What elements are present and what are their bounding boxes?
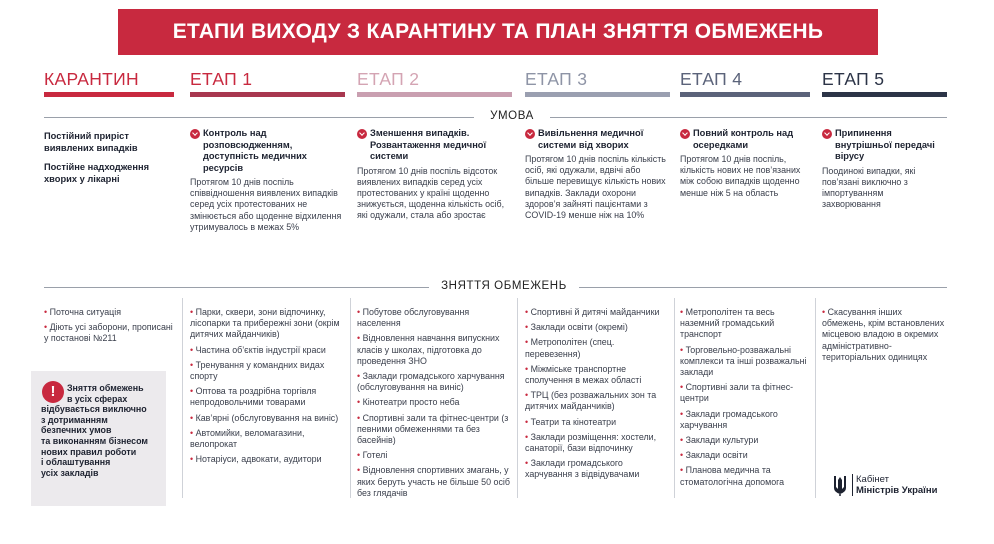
org-name-line2: Міністрів України <box>856 485 938 496</box>
bullet-icon: • <box>525 307 531 317</box>
warning-line: Зняття обмежень <box>67 383 144 393</box>
bullet-icon: • <box>357 397 363 408</box>
restriction-item <box>44 307 176 318</box>
restriction-item <box>44 322 176 344</box>
bullet-icon: • <box>680 382 686 393</box>
bullet-icon: • <box>525 458 531 469</box>
bullet-icon: • <box>190 427 196 438</box>
column-divider <box>350 298 351 498</box>
stage-header-1: ЕТАП 1 <box>190 69 253 89</box>
stage-bar-1 <box>190 92 345 97</box>
condition-quarantine <box>44 131 178 185</box>
lifting-stage-3 <box>525 307 671 485</box>
restriction-text: Заклади культури <box>685 435 759 446</box>
bullet-icon: • <box>525 363 531 374</box>
restriction-text: Діють усі заборони, прописані у постанові №211 <box>44 322 173 344</box>
restriction-item <box>680 382 812 404</box>
warning-line: і облаштування <box>41 457 111 468</box>
bullet-icon: • <box>680 408 686 419</box>
bullet-icon: • <box>190 359 196 370</box>
restriction-item <box>357 397 513 408</box>
bullet-icon: • <box>680 307 686 317</box>
bullet-icon: • <box>680 344 686 355</box>
restriction-item <box>190 386 346 408</box>
chevron-down-icon <box>680 129 690 139</box>
column-divider <box>517 298 518 498</box>
restriction-item <box>190 454 346 465</box>
divider-line <box>44 117 474 118</box>
bullet-icon: • <box>525 337 531 348</box>
restriction-item <box>190 428 346 450</box>
warning-line: в усіх сферах <box>67 393 128 404</box>
restriction-item <box>525 307 671 318</box>
condition-item: Постійне надходження хворих у лікарні <box>44 162 150 184</box>
condition-text: Протягом 10 днів поспіль кількість осіб, які одужали, вдвічі або більше перевищує кількість нових випадків. Заклади охорони здоров’я зайняті пацієнтами з COVID-19 менше ніж на 10% <box>525 154 666 221</box>
restriction-item <box>190 307 346 341</box>
chevron-down-icon <box>525 129 535 139</box>
lifting-label: ЗНЯТТЯ ОБМЕЖЕНЬ <box>441 280 567 292</box>
warning-line: усіх закладів <box>41 467 99 478</box>
bullet-icon: • <box>680 465 686 476</box>
bullet-icon: • <box>190 412 196 423</box>
bullet-icon: • <box>190 386 196 397</box>
restriction-item <box>357 450 513 461</box>
restriction-item <box>357 333 513 367</box>
condition-stage-5 <box>822 128 944 210</box>
restriction-text: Відновлення навчання випускних класів у школах, підготовка до проведення ЗНО <box>357 333 500 366</box>
restriction-text: Нотаріуси, адвокати, аудитори <box>195 454 322 465</box>
stage-header-quarantine: КАРАНТИН <box>44 69 139 89</box>
cabinet-logo-text <box>856 474 937 496</box>
restriction-text: Заклади розміщення: хостели, санаторії, бази відпочинку <box>525 431 657 454</box>
restriction-item <box>680 345 812 379</box>
condition-title: Повний контроль над осередками <box>693 128 794 150</box>
restriction-text: Кав’ярні (обслуговування на виніс) <box>195 412 339 423</box>
warning-line: з дотриманням <box>41 414 108 425</box>
bullet-icon: • <box>822 307 828 317</box>
restriction-item <box>680 450 812 461</box>
restriction-text: Метрополітен та весь наземний громадський транспорт <box>680 307 775 340</box>
bullet-icon: • <box>525 431 531 442</box>
restriction-text: Метрополітен (спец. перевезення) <box>525 337 615 359</box>
restriction-text: Спортивні й дитячі майданчики <box>530 307 660 317</box>
restriction-text: Автомийки, веломагазини, велопрокат <box>190 427 305 450</box>
condition-title: Припинення внутрішньої передачі вірусу <box>835 128 935 161</box>
restriction-item <box>680 465 812 487</box>
restriction-item <box>525 337 671 359</box>
restriction-text: Тренування у командних видах спорту <box>190 359 325 382</box>
restriction-item <box>525 390 671 412</box>
stage-header-2: ЕТАП 2 <box>357 69 420 89</box>
restriction-text: Спортивні зали та фітнес-центри (з певними обмеженнями та без басейнів) <box>357 412 509 446</box>
restriction-text: Планова медична та стоматологічна допомога <box>680 465 785 487</box>
condition-text: Протягом 10 днів поспіль відсоток виявлених випадків серед усіх протестованих у країні щоденно знижується, щоденна кількість осіб, які одужали, стала або зростає <box>357 165 505 221</box>
stage-header-4: ЕТАП 4 <box>680 69 743 89</box>
restriction-text: Кінотеатри просто неба <box>362 397 460 408</box>
restriction-item <box>190 413 346 424</box>
restriction-text: Поточна ситуація <box>49 307 122 317</box>
warning-line: безпечних умов <box>41 425 112 436</box>
restriction-item <box>680 435 812 446</box>
condition-text: Протягом 10 днів поспіль співвідношення виявлених випадків серед усіх протестованих не змінюється або щоденне відхилення утримувалось в межах 5% <box>190 177 342 232</box>
restriction-text: Відновлення спортивних змагань, у яких беруть участь не більше 50 осіб без глядачів <box>357 465 510 498</box>
divider-line <box>579 287 947 288</box>
restriction-text: Скасування інших обмежень, крім встановлених місцевою владою в окремих адміністративно-територіальних одиницях <box>822 307 945 362</box>
bullet-icon: • <box>525 322 531 333</box>
condition-stage-1 <box>190 128 342 233</box>
condition-title: Зменшення випадків. Розвантаження медичної системи <box>370 128 487 161</box>
restriction-item <box>357 307 513 329</box>
condition-title: Контроль над розповсюдженням, доступність медичних ресурсів <box>203 128 307 173</box>
restriction-item <box>680 409 812 431</box>
bullet-icon: • <box>525 390 531 401</box>
stage-bar-5 <box>822 92 947 97</box>
restriction-text: Готелі <box>362 450 388 461</box>
bullet-icon: • <box>525 416 531 427</box>
restriction-text: Заклади освіти (окремі) <box>530 322 628 333</box>
page-title: ЕТАПИ ВИХОДУ З КАРАНТИНУ ТА ПЛАН ЗНЯТТЯ ОБМЕЖЕНЬ <box>172 20 824 43</box>
stage-header-5: ЕТАП 5 <box>822 69 885 89</box>
restriction-text: Торговельно-розважальні комплекси та інші розважальні заклади <box>680 344 807 378</box>
condition-stage-4 <box>680 128 808 199</box>
bullet-icon: • <box>680 450 686 461</box>
restriction-text: Заклади громадського харчування з відвідувачами <box>525 458 640 480</box>
restriction-item <box>525 364 671 386</box>
stage-bar-3 <box>525 92 670 97</box>
restriction-item <box>525 417 671 428</box>
restriction-item <box>357 413 513 447</box>
bullet-icon: • <box>357 412 363 423</box>
restriction-text: Парки, сквери, зони відпочинку, лісопарки та прибережні зони (окрім дитячих майданчиків) <box>190 307 340 340</box>
warning-line: відбувається виключно <box>41 404 147 415</box>
divider-line <box>44 287 429 288</box>
restriction-text: Заклади громадського харчування <box>680 408 778 430</box>
chevron-down-icon <box>357 129 367 139</box>
divider-line <box>550 117 947 118</box>
restriction-item <box>190 345 346 356</box>
title-banner <box>118 9 878 55</box>
bullet-icon: • <box>357 465 363 476</box>
bullet-icon: • <box>357 333 363 344</box>
stage-bar-4 <box>680 92 810 97</box>
lifting-stage-2 <box>357 307 513 503</box>
column-divider <box>815 298 816 498</box>
lifting-stage-5 <box>822 307 946 367</box>
restriction-text: Оптова та роздрібна торгівля непродовольчими товарами <box>190 386 317 408</box>
chevron-down-icon <box>190 129 200 139</box>
restriction-item <box>525 432 671 454</box>
condition-label: УМОВА <box>490 110 534 122</box>
lifting-stage-4 <box>680 307 812 492</box>
stage-header-3: ЕТАП 3 <box>525 69 588 89</box>
restriction-item <box>680 307 812 341</box>
bullet-icon: • <box>357 307 363 317</box>
stage-bar-quarantine <box>44 92 174 97</box>
restriction-item <box>357 465 513 499</box>
column-divider <box>182 298 183 498</box>
bullet-icon: • <box>44 307 50 317</box>
condition-stage-2 <box>357 128 509 222</box>
stage-bar-2 <box>357 92 512 97</box>
restriction-item <box>190 360 346 382</box>
warning-line: та виконанням бізнесом <box>41 435 148 446</box>
restriction-text: Спортивні зали та фітнес-центри <box>680 382 794 404</box>
restriction-text: Частина об’єктів індустрії краси <box>195 344 326 355</box>
logo-separator <box>852 474 853 496</box>
restriction-text: Театри та кінотеатри <box>530 416 617 427</box>
chevron-down-icon <box>822 129 832 139</box>
bullet-icon: • <box>357 371 363 382</box>
restriction-text: Заклади освіти <box>685 450 748 461</box>
condition-stage-3 <box>525 128 670 221</box>
restriction-item <box>357 371 513 393</box>
exclamation-icon: ! <box>42 381 64 403</box>
bullet-icon: • <box>357 450 363 461</box>
restriction-text: Міжміське транспортне сполучення в межах області <box>525 363 642 386</box>
trident-icon <box>833 474 847 496</box>
column-divider <box>674 298 675 498</box>
bullet-icon: • <box>190 454 196 465</box>
restriction-item <box>525 322 671 333</box>
org-name-line1: Кабінет <box>856 474 889 485</box>
warning-line: нових правил роботи <box>41 446 137 457</box>
restriction-item <box>822 307 946 363</box>
condition-title: Вивільнення медичної системи від хворих <box>538 128 644 150</box>
restriction-text: ТРЦ (без розважальних зон та дитячих майданчиків) <box>525 390 657 412</box>
restriction-text: Заклади громадського харчування (обслуговування на виніс) <box>357 371 505 393</box>
restriction-text: Побутове обслуговування населення <box>357 307 470 329</box>
bullet-icon: • <box>680 435 686 446</box>
bullet-icon: • <box>190 344 196 355</box>
bullet-icon: • <box>44 322 50 333</box>
condition-text: Поодинокі випадки, які пов’язані виключно з імпортуванням захворювання <box>822 165 916 210</box>
lifting-quarantine <box>44 307 176 349</box>
bullet-icon: • <box>190 307 196 317</box>
restriction-item <box>525 458 671 480</box>
warning-text <box>41 383 163 478</box>
lifting-stage-1 <box>190 307 346 469</box>
condition-text: Протягом 10 днів поспіль, кількість нових не пов’язаних між собою випадків щоденно менше ніж 5 на область <box>680 154 801 198</box>
condition-item: Постійний приріст виявлених випадків <box>44 131 138 153</box>
